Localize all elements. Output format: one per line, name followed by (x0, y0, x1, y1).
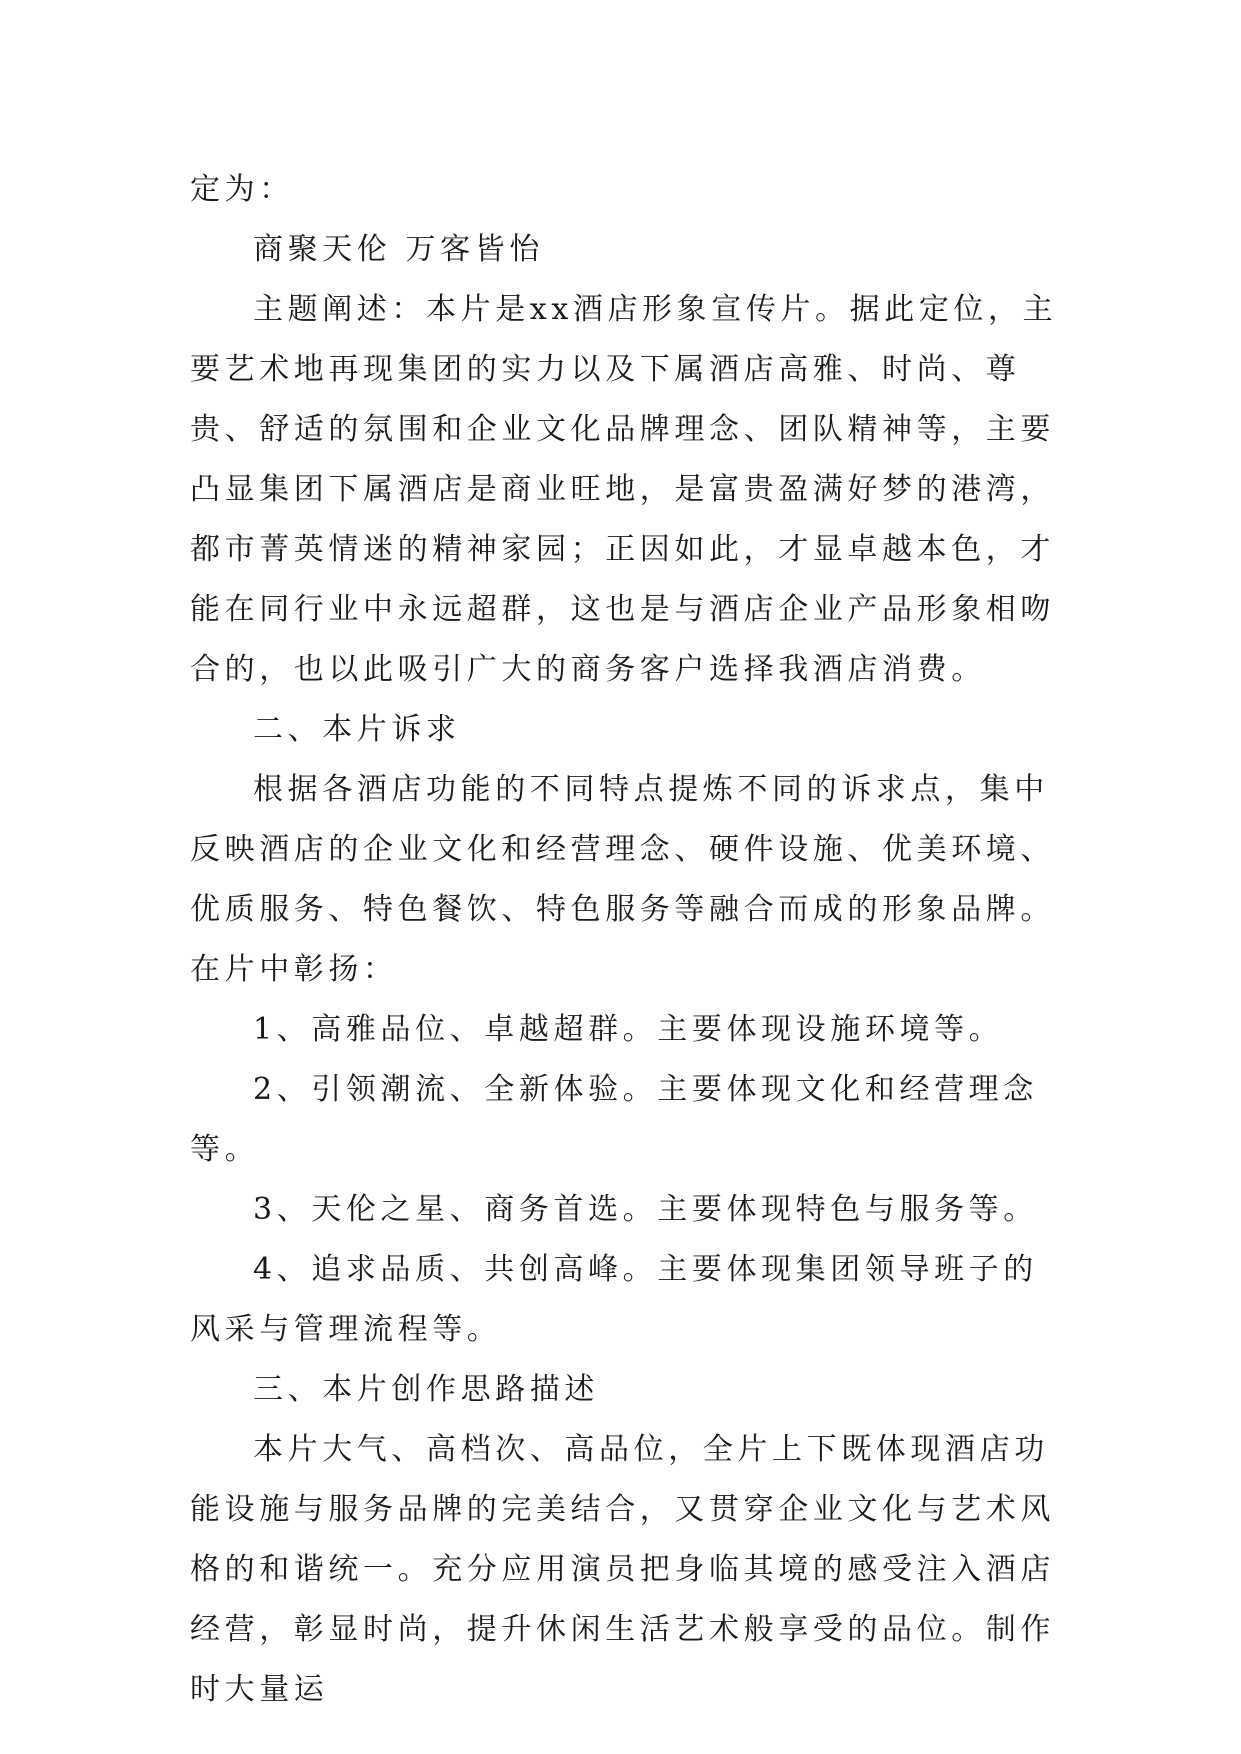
paragraph-slogan: 商聚天伦 万客皆怡 (253, 232, 544, 267)
list-item-2: 2、引领潮流、全新体验。主要体现文化和经营理念等。 (190, 1072, 1038, 1167)
list-item-1: 1、高雅品位、卓越超群。主要体现设施环境等。 (253, 1012, 1004, 1047)
paragraph-theme: 主题阐述：本片是xx酒店形象宣传片。据此定位，主要艺术地再现集团的实力以及下属酒店高雅、时尚、尊贵、舒适的氛围和企业文化品牌理念、团队精神等，主要凸显集团下属酒店是商业旺地，是富贵盈满好梦的港湾，都市菁英情迷的精神家园；正因如此，才显卓越本色，才能在同行业中永远超群，这也是与酒店企业产品形象相吻合的，也以此吸引广大的商务客户选择我酒店消费。 (190, 292, 1058, 687)
document-body (190, 160, 1060, 1720)
list-item-4: 4、追求品质、共创高峰。主要体现集团领导班子的风采与管理流程等。 (190, 1252, 1038, 1347)
section-heading-3: 三、本片创作思路描述 (253, 1372, 599, 1407)
section-heading-2: 二、本片诉求 (253, 712, 461, 747)
paragraph-creative: 本片大气、高档次、高品位，全片上下既体现酒店功能设施与服务品牌的完美结合，又贯穿企业文化与艺术风格的和谐统一。充分应用演员把身临其境的感受注入酒店经营，彰显时尚，提升休闲生活艺术般享受的品位。制作时大量运 (190, 1432, 1055, 1707)
paragraph-appeal: 根据各酒店功能的不同特点提炼不同的诉求点，集中反映酒店的企业文化和经营理念、硬件设施、优美环境、优质服务、特色餐饮、特色服务等融合而成的形象品牌。在片中彰扬： (190, 772, 1055, 987)
list-item-3: 3、天伦之星、商务首选。主要体现特色与服务等。 (253, 1192, 1038, 1227)
paragraph-0: 定为： (190, 172, 294, 207)
